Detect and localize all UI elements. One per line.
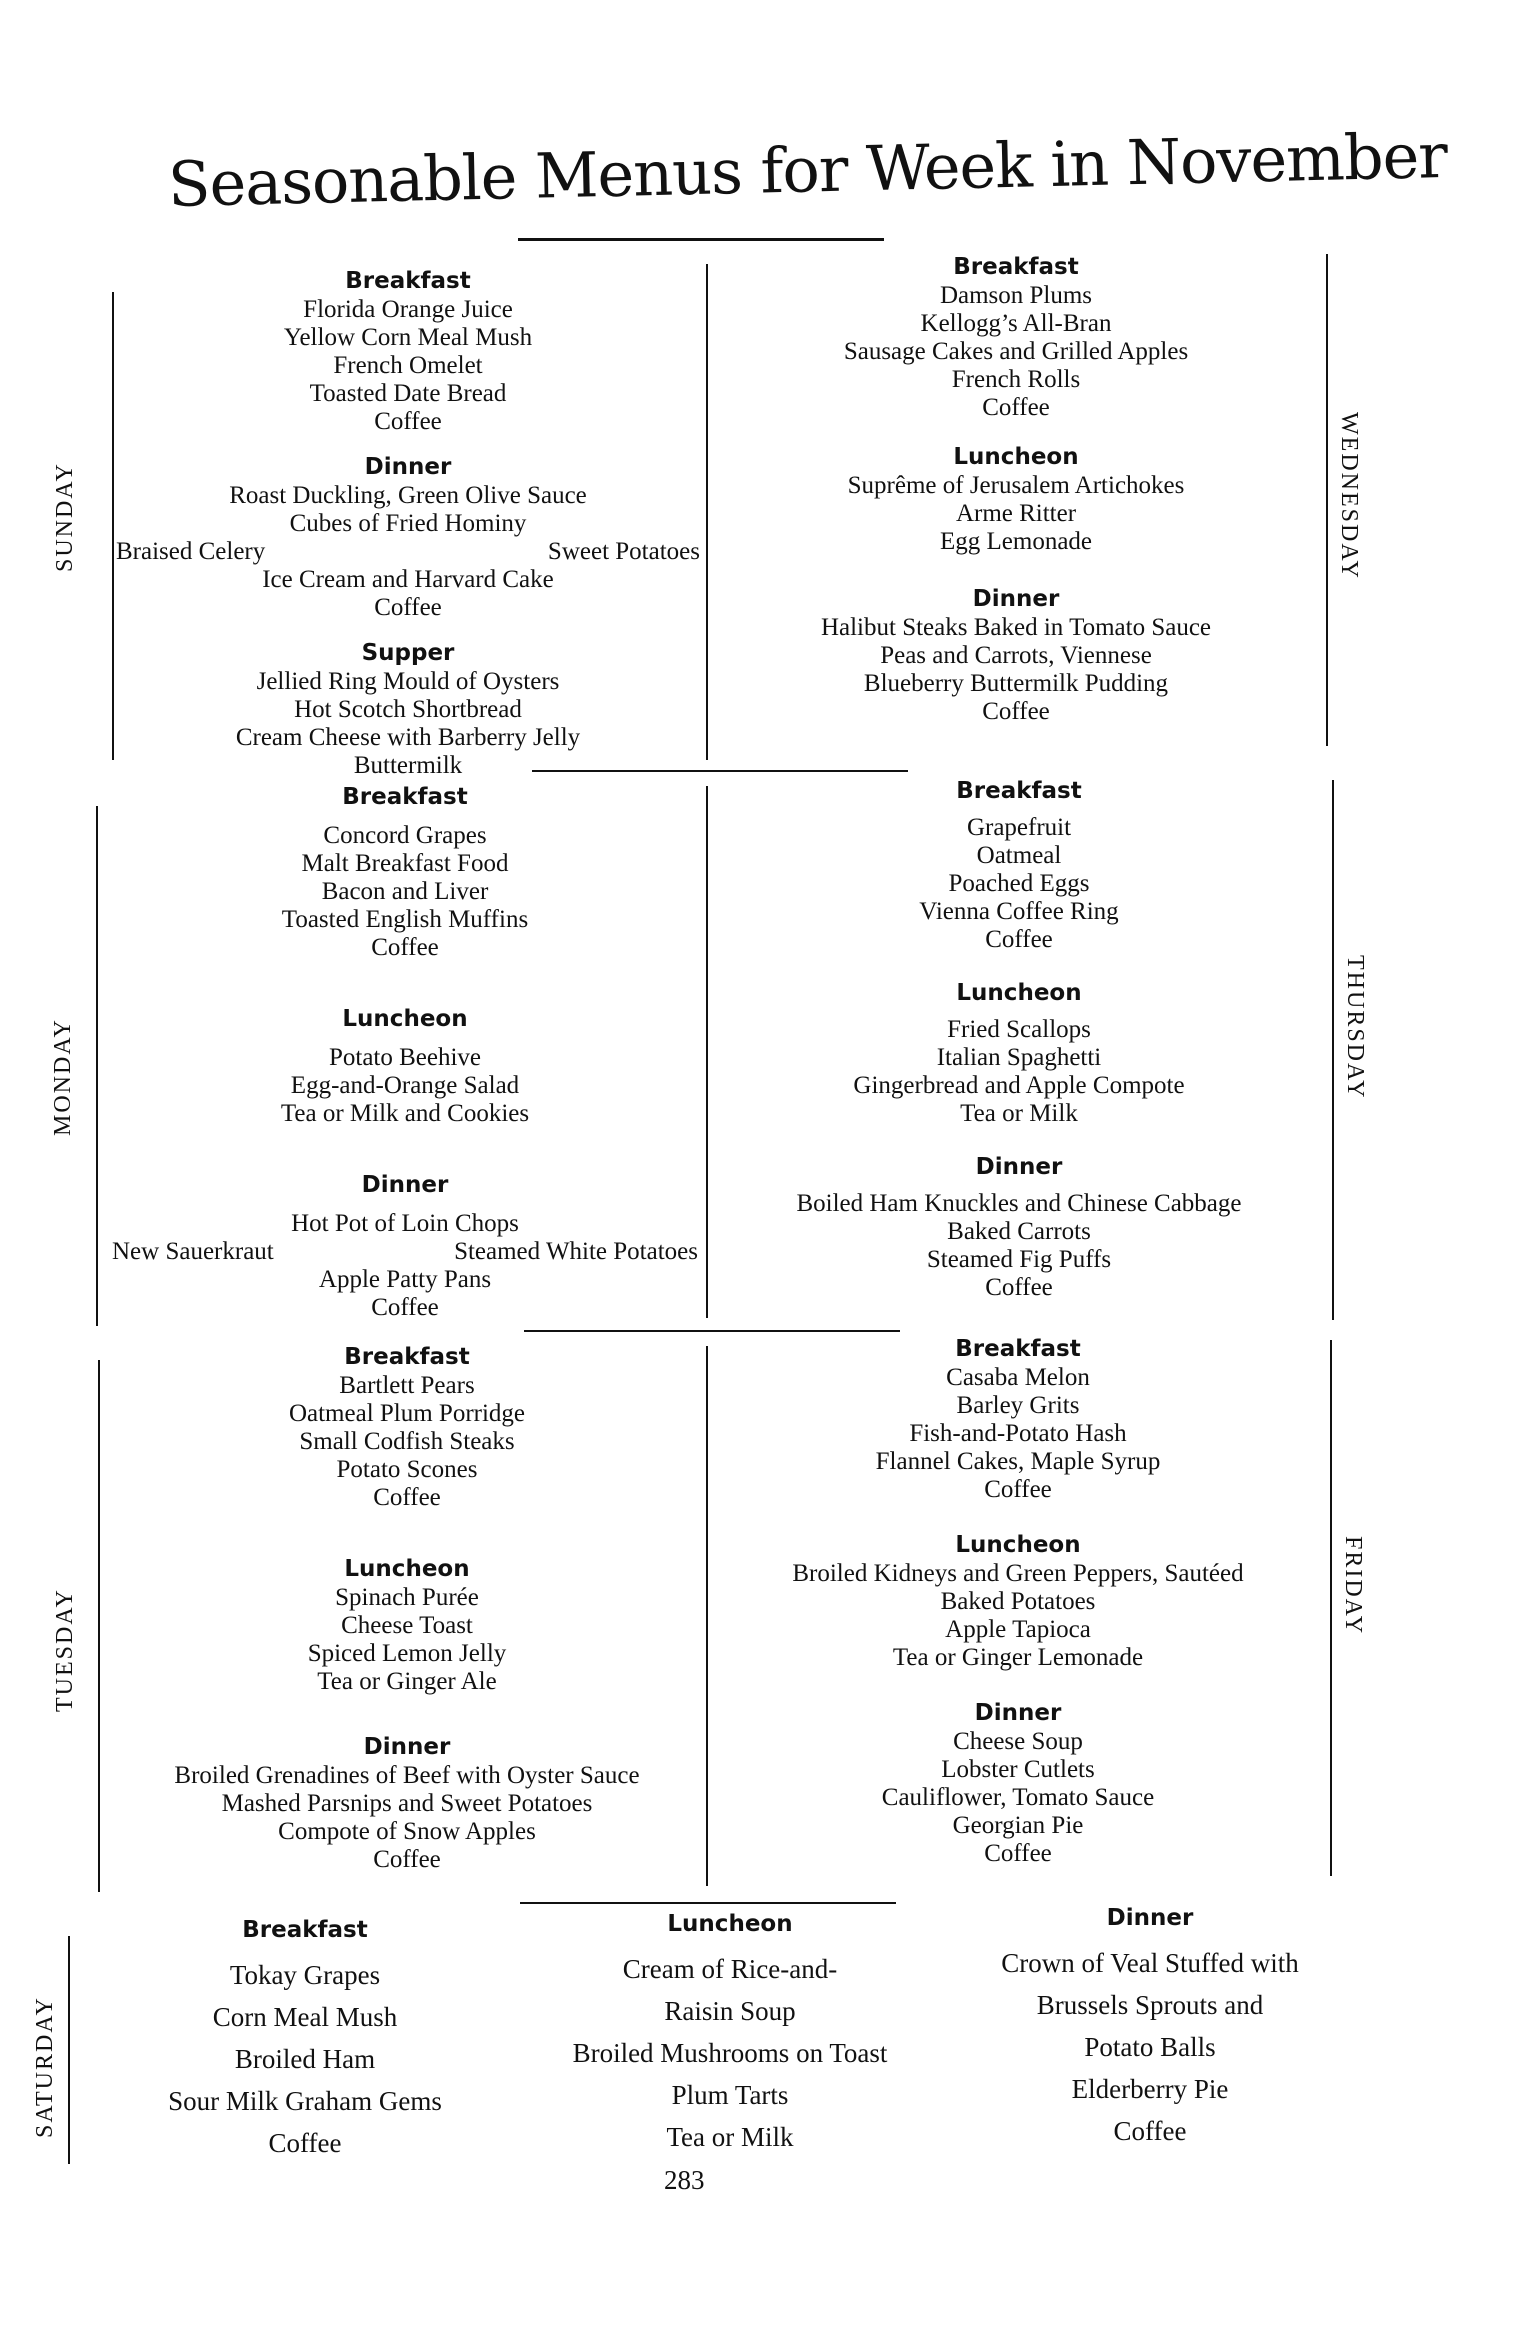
menu-item: Crown of Veal Stuffed with <box>1001 1948 1299 1978</box>
day-label-monday: MONDAY <box>50 1018 76 1136</box>
menu-item: Coffee <box>374 408 442 435</box>
menu-item: Florida Orange Juice <box>303 296 513 323</box>
meal-heading: Dinner <box>361 1172 449 1198</box>
meal-heading: Luncheon <box>955 1532 1081 1558</box>
menu-item: Brussels Sprouts and <box>1036 1990 1264 2020</box>
menu-item: Georgian Pie <box>952 1812 1084 1839</box>
menu-item: Buttermilk <box>353 752 463 779</box>
meal-breakfast <box>116 266 700 436</box>
menu-item: Mashed Parsnips and Sweet Potatoes <box>221 1790 593 1817</box>
menu-item: Small Codfish Steaks <box>299 1428 515 1455</box>
meal-luncheon <box>710 442 1322 556</box>
meal-heading: Breakfast <box>953 254 1079 280</box>
menu-item: Baked Potatoes <box>940 1588 1096 1615</box>
menu-item: Tea or Milk <box>960 1100 1078 1127</box>
menu-item: Sweet Potatoes <box>547 538 700 565</box>
menu-item: Grapefruit <box>966 814 1072 841</box>
menu-item: Concord Grapes <box>323 822 487 849</box>
sunday-rule <box>112 292 114 760</box>
menu-item: Yellow Corn Meal Mush <box>283 324 533 351</box>
menu-item: Coffee <box>268 2128 342 2158</box>
menu-item: Coffee <box>984 1476 1052 1503</box>
menu-item: Tea or Ginger Lemonade <box>892 1644 1144 1671</box>
menu-item: Apple Tapioca <box>945 1616 1091 1643</box>
menu-item: French Rolls <box>951 366 1081 393</box>
menu-item: Malt Breakfast Food <box>301 850 509 877</box>
menu-item: Raisin Soup <box>664 1996 796 2026</box>
menu-item: Boiled Ham Knuckles and Chinese Cabbage <box>796 1190 1242 1217</box>
meal-heading: Breakfast <box>956 778 1082 804</box>
menu-item: Coffee <box>985 926 1053 953</box>
menu-item: Elderberry Pie <box>1071 2074 1229 2104</box>
menu-item: Suprême of Jerusalem Artichokes <box>847 472 1185 499</box>
menu-item: Casaba Melon <box>946 1364 1090 1391</box>
menu-item: Tea or Ginger Ale <box>317 1668 497 1695</box>
menu-item: Potato Beehive <box>328 1044 482 1071</box>
menu-item: Bartlett Pears <box>339 1372 475 1399</box>
menu-item: Steamed White Potatoes <box>454 1238 698 1265</box>
menu-item: Cream of Rice-and- <box>622 1954 838 1984</box>
menu-item: Fish-and-Potato Hash <box>909 1420 1127 1447</box>
day-label-friday: FRIDAY <box>1340 1536 1366 1636</box>
day-section-thursday <box>710 776 1328 1322</box>
meal-breakfast <box>710 776 1328 954</box>
menu-item: Potato Scones <box>336 1456 478 1483</box>
menu-item: Coffee <box>1113 2116 1187 2146</box>
menu-item: Barley Grits <box>956 1392 1080 1419</box>
saturday-breakfast <box>120 1912 490 2164</box>
menu-item: Ice Cream and Harvard Cake <box>262 566 554 593</box>
meal-heading: Dinner <box>974 1700 1062 1726</box>
meal-heading: Luncheon <box>667 1911 793 1937</box>
meal-heading: Luncheon <box>956 980 1082 1006</box>
menu-item: Cubes of Fried Hominy <box>289 510 527 537</box>
meal-heading: Breakfast <box>344 1344 470 1370</box>
menu-item: Potato Balls <box>1084 2032 1216 2062</box>
title-rule <box>518 238 884 241</box>
meal-heading: Luncheon <box>344 1556 470 1582</box>
meal-heading: Supper <box>361 640 455 666</box>
menu-item: Arme Ritter <box>955 500 1077 527</box>
menu-item: French Omelet <box>333 352 483 379</box>
day-section-sunday <box>116 266 700 800</box>
menu-item: Coffee <box>373 1484 441 1511</box>
menu-item: Broiled Kidneys and Green Peppers, Sautéed <box>792 1560 1244 1587</box>
meal-dinner <box>710 1698 1326 1868</box>
monday-rule <box>96 806 98 1326</box>
page-title: Seasonable Menus for Week in November <box>167 118 1448 221</box>
center-rule <box>706 1346 708 1886</box>
menu-item: Cauliflower, Tomato Sauce <box>881 1784 1155 1811</box>
meal-dinner <box>114 1732 700 1874</box>
day-section-friday <box>710 1334 1326 1888</box>
meal-breakfast <box>114 1342 700 1512</box>
meal-heading: Dinner <box>1106 1905 1194 1931</box>
divider <box>520 1902 896 1904</box>
meal-breakfast <box>710 1334 1326 1504</box>
meal-dinner <box>710 584 1322 726</box>
menu-item: Coffee <box>982 394 1050 421</box>
menu-item: Sour Milk Graham Gems <box>168 2086 442 2116</box>
menu-item: Lobster Cutlets <box>941 1756 1095 1783</box>
meal-heading: Dinner <box>363 1734 451 1760</box>
menu-item: Steamed Fig Puffs <box>926 1246 1112 1273</box>
menu-item: Halibut Steaks Baked in Tomato Sauce <box>820 614 1212 641</box>
day-label-tuesday: TUESDAY <box>52 1588 78 1712</box>
menu-item: Fried Scallops <box>947 1016 1091 1043</box>
menu-item: Italian Spaghetti <box>936 1044 1102 1071</box>
menu-item: Kellogg’s All-Bran <box>920 310 1112 337</box>
menu-item: Tea or Milk <box>666 2122 794 2152</box>
menu-item: Coffee <box>374 594 442 621</box>
menu-item: Oatmeal Plum Porridge <box>288 1400 526 1427</box>
menu-item: Coffee <box>371 934 439 961</box>
menu-item: Broiled Ham <box>234 2044 376 2074</box>
meal-heading: Dinner <box>364 454 452 480</box>
menu-item: New Sauerkraut <box>112 1238 274 1265</box>
menu-item: Poached Eggs <box>948 870 1090 897</box>
saturday-dinner <box>950 1900 1350 2152</box>
meal-breakfast <box>710 252 1322 422</box>
menu-item: Cheese Soup <box>953 1728 1083 1755</box>
meal-heading: Breakfast <box>955 1336 1081 1362</box>
meal-heading: Luncheon <box>953 444 1079 470</box>
day-section-wednesday <box>710 252 1322 746</box>
menu-item: Gingerbread and Apple Compote <box>853 1072 1185 1099</box>
menu-item: Coffee <box>373 1846 441 1873</box>
center-rule <box>706 786 708 1318</box>
meal-heading: Breakfast <box>345 268 471 294</box>
menu-item: Coffee <box>984 1840 1052 1867</box>
day-label-thursday: THURSDAY <box>1342 955 1368 1100</box>
menu-item: Coffee <box>982 698 1050 725</box>
menu-item: Tea or Milk and Cookies <box>280 1100 530 1127</box>
menu-item: Egg-and-Orange Salad <box>290 1072 520 1099</box>
menu-item: Jellied Ring Mould of Oysters <box>256 668 560 695</box>
menu-item: Corn Meal Mush <box>212 2002 398 2032</box>
meal-heading: Dinner <box>972 586 1060 612</box>
meal-breakfast <box>112 782 698 962</box>
menu-item: Coffee <box>371 1294 439 1321</box>
meal-heading: Dinner <box>975 1154 1063 1180</box>
day-section-tuesday <box>114 1342 700 1894</box>
menu-item: Braised Celery <box>116 538 266 565</box>
meal-heading: Luncheon <box>342 1006 468 1032</box>
divider <box>532 770 908 772</box>
center-rule <box>706 264 708 760</box>
menu-item: Oatmeal <box>976 842 1062 869</box>
meal-dinner <box>112 1170 698 1322</box>
menu-item: Tokay Grapes <box>229 1960 381 1990</box>
saturday-rule <box>68 1936 70 2164</box>
menu-item-pair <box>116 538 700 566</box>
menu-item: Baked Carrots <box>947 1218 1091 1245</box>
menu-item: Bacon and Liver <box>321 878 489 905</box>
friday-rule <box>1330 1340 1332 1876</box>
menu-item: Spinach Purée <box>335 1584 479 1611</box>
page-number: 283 <box>664 2165 705 2195</box>
meal-heading: Breakfast <box>342 784 468 810</box>
menu-item: Broiled Mushrooms on Toast <box>572 2038 888 2068</box>
menu-item: Plum Tarts <box>671 2080 789 2110</box>
tuesday-rule <box>98 1360 100 1892</box>
menu-item: Flannel Cakes, Maple Syrup <box>875 1448 1161 1475</box>
menu-item: Hot Scotch Shortbread <box>294 696 522 723</box>
wednesday-rule <box>1326 254 1328 746</box>
menu-item: Toasted English Muffins <box>281 906 529 933</box>
meal-supper <box>116 638 700 780</box>
menu-item: Blueberry Buttermilk Pudding <box>863 670 1169 697</box>
day-label-wednesday: WEDNESDAY <box>1336 412 1362 580</box>
menu-item: Sausage Cakes and Grilled Apples <box>843 338 1189 365</box>
meal-heading: Breakfast <box>242 1917 368 1943</box>
menu-item: Roast Duckling, Green Olive Sauce <box>229 482 587 509</box>
menu-item: Egg Lemonade <box>939 528 1093 555</box>
meal-dinner <box>116 452 700 622</box>
menu-item: Hot Pot of Loin Chops <box>291 1210 519 1237</box>
day-label-saturday: SATURDAY <box>32 1996 58 2138</box>
meal-luncheon <box>112 1004 698 1128</box>
meal-dinner <box>710 1152 1328 1302</box>
day-section-monday <box>112 782 698 1342</box>
meal-luncheon <box>114 1554 700 1696</box>
meal-luncheon <box>710 978 1328 1128</box>
menu-item: Broiled Grenadines of Beef with Oyster Sauce <box>174 1762 640 1789</box>
thursday-rule <box>1332 780 1334 1320</box>
menu-item: Peas and Carrots, Viennese <box>880 642 1152 669</box>
menu-item: Spiced Lemon Jelly <box>307 1640 507 1667</box>
meal-luncheon <box>710 1530 1326 1672</box>
menu-item: Vienna Coffee Ring <box>919 898 1119 925</box>
menu-item: Compote of Snow Apples <box>278 1818 536 1845</box>
menu-item: Cheese Toast <box>341 1612 473 1639</box>
menu-item: Toasted Date Bread <box>309 380 507 407</box>
menu-item: Damson Plums <box>939 282 1093 309</box>
day-label-sunday: SUNDAY <box>52 462 78 572</box>
saturday-luncheon <box>530 1906 930 2158</box>
menu-item-pair <box>112 1238 698 1266</box>
menu-item: Cream Cheese with Barberry Jelly <box>235 724 581 751</box>
menu-item: Coffee <box>985 1274 1053 1301</box>
menu-item: Apple Patty Pans <box>318 1266 492 1293</box>
